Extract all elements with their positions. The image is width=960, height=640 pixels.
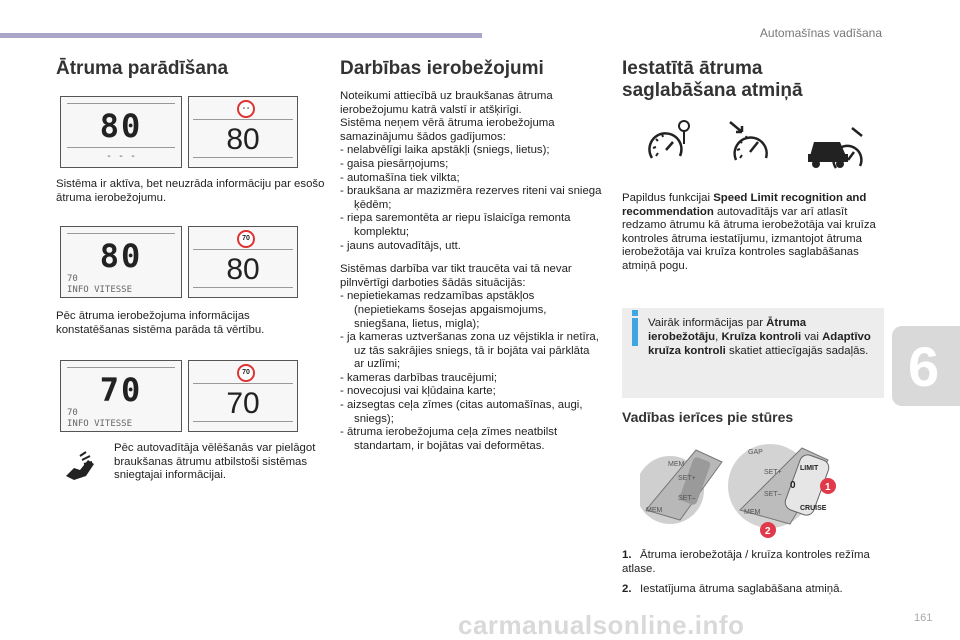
cluster-display-3 <box>60 360 182 432</box>
limitations-intro-2: Sistēmas darbība var tikt traucēta vai tā nevar pilnvērtīgi darboties šādās situācijās: <box>340 263 572 289</box>
speed-limit-sign-icon: 70 <box>237 230 255 248</box>
speed-limit-sign-icon: - - <box>237 100 255 118</box>
section-title-limitations: Darbības ierobežojumi <box>340 58 544 79</box>
limitations-body <box>340 90 602 453</box>
text-driver-adjust: Pēc autovadītāja vēlēšanās var pielāgot braukšanas ātrumu atbilstoši sistēmas sniegtajai informācijai. <box>114 442 316 482</box>
limitations-intro: Noteikumi attiecībā uz braukšanas ātruma ierobežojumu katrā valstī ir atšķirīgi. Sistēma neņem vērā ātruma ierobežojuma samazinājumu šādos gadījumos: <box>340 90 555 143</box>
stalk-set-plus-label: SET+ <box>678 475 696 482</box>
stalk-mem-label-2: MEM <box>646 507 663 514</box>
title-line-2: saglabāšana atmiņā <box>622 80 803 101</box>
numbered-item-2: 2. Iestatījuma ātruma saglabāšana atmiņā. <box>622 583 843 595</box>
stalk-mem-label: MEM <box>668 461 685 468</box>
page-header-title: Automašīnas vadīšana <box>759 26 882 40</box>
section-title-speed-display: Ātruma parādīšana <box>56 58 229 79</box>
cluster-sub-2: 70 INFO VITESSE <box>67 274 133 295</box>
cluster-speed-2: 80 <box>99 237 143 275</box>
list-item: - jauns autovadītājs, utt. <box>340 240 602 254</box>
list-item: - nelabvēlīgi laika apstākļi (sniegs, lietus); <box>340 144 602 158</box>
stalk-cruise-label: CRUISE <box>800 505 827 512</box>
header-accent-bar <box>0 33 482 38</box>
list-item: - nepietiekamas redzamības apstākļos (nepietiekams šosejas apgaismojums, sniegšana, lietus, migla); <box>340 290 602 331</box>
info-note-text: Vairāk informācijas par Ātruma ierobežotāju, Kruīza kontroli vai Adaptīvo kruīza kontroli skatiet attiecīgajās sadaļās. <box>648 317 871 357</box>
hand-adjust-icon <box>60 446 100 486</box>
stalk-gap-label: GAP <box>748 449 763 456</box>
stalk-limit-label: LIMIT <box>800 465 819 472</box>
callout-2-label: 2 <box>765 526 771 537</box>
speed-sign-panel-3 <box>188 360 298 432</box>
speed-limit-value-1: 80 <box>226 123 260 156</box>
cluster-sub-3: 70 INFO VITESSE <box>67 408 133 429</box>
list-item: - ja kameras uztveršanas zona uz vējstikla ir netīra, uz tās sakrājies sniegs, tā ir bojāta vai pārklāta ar uzlīmi; <box>340 331 602 372</box>
cluster-speed-1: 80 <box>99 107 143 145</box>
stalk-set-minus-label: SET– <box>678 495 696 502</box>
section-title-memory <box>622 58 803 102</box>
subtitle-steering-controls: Vadības ierīces pie stūres <box>622 409 794 425</box>
cluster-sub-1: - - - <box>105 151 137 162</box>
steering-stalk-illustration <box>640 440 890 550</box>
info-note-box <box>622 308 884 398</box>
memory-paragraph <box>622 192 884 274</box>
cluster-display-1 <box>60 96 182 168</box>
title-line-1: Iestatītā ātruma <box>622 58 763 79</box>
list-item: - kameras darbības traucējumi; <box>340 372 602 386</box>
chapter-number: 6 <box>908 335 940 398</box>
stalk-zero-label: 0 <box>790 480 796 491</box>
limitations-list-2 <box>340 290 602 453</box>
list-item: - ātruma ierobežojuma ceļa zīmes neatbilst standartam, ir bojātas vai deformētas. <box>340 426 602 453</box>
list-item: - automašīna tiek vilkta; <box>340 172 602 186</box>
speed-limit-value-3: 70 <box>226 387 260 420</box>
para-text: Papildus funkcijai <box>622 192 714 204</box>
callout-1-label: 1 <box>825 482 831 493</box>
para-bold: Speed Limit recognition and recommendation <box>622 192 867 218</box>
stalk-mem-label-3: MEM <box>744 509 761 516</box>
page-number: 161 <box>914 612 933 624</box>
stalk-set-minus-label-2: SET– <box>764 491 782 498</box>
numbered-item-1: 1. Ātruma ierobežotāja / kruīza kontroles režīma atlase. <box>622 549 870 575</box>
speed-limit-sign-icon: 70 <box>237 364 255 382</box>
speedometer-arrow-icon <box>728 120 774 166</box>
text-limit-detected: Pēc ātruma ierobežojuma informācijas konstatēšanas sistēma parāda tā vērtību. <box>56 310 265 336</box>
info-icon <box>632 310 638 316</box>
para-text: autovadītājs var arī atlasīt redzamo ātrumu kā ātruma ierobežotāja vai kruīza kontroles ātruma iestatījumu, izmantojot ātruma ierobežotāja vai kruīza kontroles saglabāšanas atmiņā pogu. <box>622 205 876 272</box>
limitations-list-1 <box>340 144 602 253</box>
speed-sign-panel-1 <box>188 96 298 168</box>
speed-sign-panel-2 <box>188 226 298 298</box>
list-item: - gaisa piesārņojums; <box>340 158 602 172</box>
footer-watermark: carmanualsonline.info <box>458 610 745 640</box>
cluster-display-2 <box>60 226 182 298</box>
stalk-set-plus-label-2: SET+ <box>764 469 782 476</box>
list-item: - riepa saremontēta ar riepu īslaicīga remonta komplektu; <box>340 212 602 239</box>
speedometer-memory-icon <box>646 118 692 164</box>
list-item: - novecojusi vai kļūdaina karte; <box>340 385 602 399</box>
list-item: - braukšana ar mazizmēra rezerves riteni vai sniega ķēdēm; <box>340 185 602 212</box>
vehicle-speedometer-icon <box>806 126 864 172</box>
speed-limit-value-2: 80 <box>226 253 260 286</box>
text-system-active: Sistēma ir aktīva, bet neuzrāda informāciju par esošo ātruma ierobežojumu. <box>56 178 325 204</box>
cluster-speed-3: 70 <box>99 371 143 409</box>
list-item: - aizsegtas ceļa zīmes (citas automašīnas, augi, sniegs); <box>340 399 602 426</box>
